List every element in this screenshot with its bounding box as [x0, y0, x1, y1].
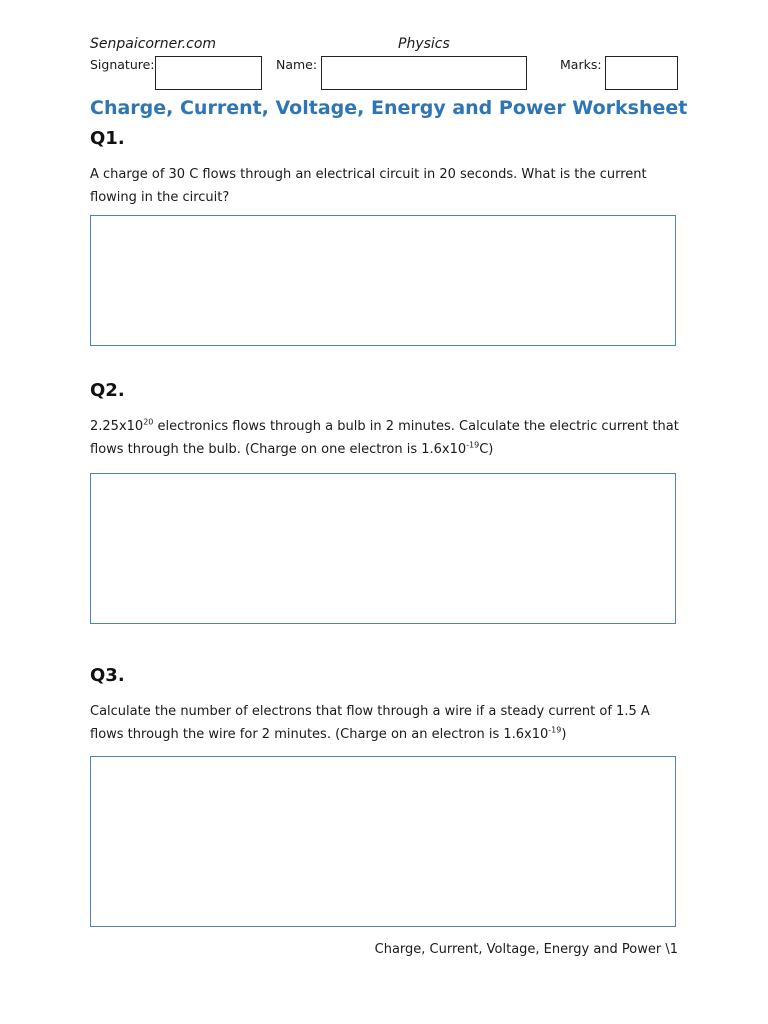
page-footer: Charge, Current, Voltage, Energy and Power \1: [374, 942, 678, 957]
answer-box-1[interactable]: [90, 215, 676, 346]
q3-text-b: ): [561, 727, 567, 742]
marks-label: Marks:: [560, 57, 602, 72]
q3-sup-a: -19: [548, 725, 562, 735]
q3-text-a: Calculate the number of electrons that flow through a wire if a steady current of 1.5 A flows through the wire for 2 minutes. (Charge on an electron is 1.6x10: [90, 704, 650, 742]
q2-text-a: 2.25x10: [90, 419, 144, 434]
question-3-heading: Q3.: [90, 665, 125, 686]
question-1-heading: Q1.: [90, 128, 125, 149]
question-2-heading: Q2.: [90, 380, 125, 401]
q2-text-c: C): [479, 442, 494, 457]
q2-text-b: electronics flows through a bulb in 2 minutes. Calculate the electric current that flows through the bulb. (Charge on one electron is 1.6x10: [90, 419, 679, 457]
name-field[interactable]: [321, 56, 527, 90]
question-3-text: [90, 700, 682, 746]
signature-field[interactable]: [155, 56, 262, 90]
marks-field[interactable]: [605, 56, 678, 90]
question-1-text: A charge of 30 C flows through an electrical circuit in 20 seconds. What is the current flowing in the circuit?: [90, 167, 647, 205]
answer-box-2[interactable]: [90, 473, 676, 624]
q2-sup-b: -19: [466, 440, 480, 450]
question-2-text: [90, 415, 682, 461]
subject-name: Physics: [398, 36, 450, 52]
signature-label: Signature:: [90, 57, 155, 72]
answer-box-3[interactable]: [90, 756, 676, 927]
q2-sup-a: 20: [143, 417, 154, 427]
worksheet-title: Charge, Current, Voltage, Energy and Power Worksheet: [90, 97, 688, 119]
name-label: Name:: [276, 57, 318, 72]
site-name: Senpaicorner.com: [90, 36, 217, 52]
